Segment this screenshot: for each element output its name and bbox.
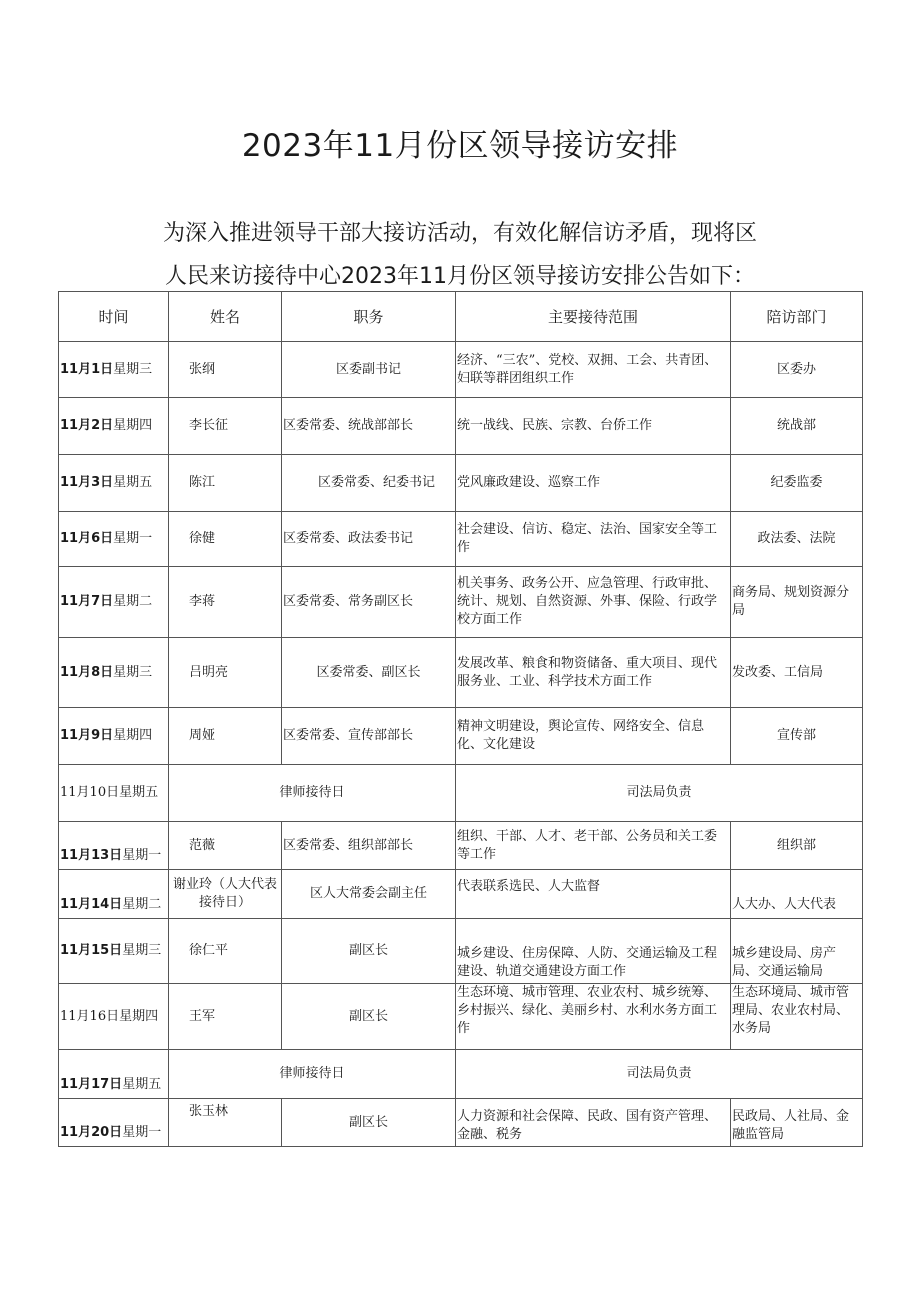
date-cell (59, 455, 169, 512)
weekday: 星期四 (113, 418, 153, 433)
weekday: 星期二 (113, 594, 153, 609)
weekday: 星期四 (113, 728, 153, 743)
position-cell: 区委常委、常务副区长 (282, 567, 456, 638)
date-cell (59, 342, 169, 398)
name-cell: 徐仁平 (169, 919, 282, 984)
date-num: 11月16日 (60, 1008, 120, 1024)
dept-cell: 宣传部 (731, 708, 863, 765)
dept-cell: 发改委、工信局 (731, 638, 863, 708)
scope-cell: 城乡建设、住房保障、人防、交通运输及工程建设、轨道交通建设方面工作 (456, 919, 731, 984)
name-cell: 谢业玲（人大代表接待日） (169, 870, 282, 919)
dept-cell: 人大办、人大代表 (731, 870, 863, 919)
scope-cell: 人力资源和社会保障、民政、国有资产管理、金融、税务 (456, 1099, 731, 1147)
weekday: 星期五 (122, 1077, 162, 1092)
position-cell: 区人大常委会副主任 (282, 870, 456, 919)
header-dept: 陪访部门 (731, 292, 863, 342)
date-num: 11月10日 (60, 785, 120, 800)
scope-cell: 发展改革、粮食和物资储备、重大项目、现代服务业、工业、科学技术方面工作 (456, 638, 731, 708)
date-num: 11月3日 (60, 475, 114, 490)
date-cell (59, 567, 169, 638)
date-cell (59, 398, 169, 455)
header-time: 时间 (59, 292, 169, 342)
scope-cell: 精神文明建设，舆论宣传、网络安全、信息化、文化建设 (456, 708, 731, 765)
position-cell: 区委常委、宣传部部长 (282, 708, 456, 765)
position-cell: 副区长 (282, 919, 456, 984)
date-cell (59, 1050, 169, 1099)
dept-cell: 政法委、法院 (731, 512, 863, 567)
table-row (59, 398, 863, 455)
name-cell: 张纲 (169, 342, 282, 398)
scope-cell: 党风廉政建设、巡察工作 (456, 455, 731, 512)
intro-line-2: 人民来访接待中心2023年11月份区领导接访安排公告如下： (165, 264, 755, 289)
dept-cell: 民政局、人社局、金融监管局 (731, 1099, 863, 1147)
date-cell (59, 512, 169, 567)
name-cell: 周娅 (169, 708, 282, 765)
date-cell (59, 638, 169, 708)
position-cell: 区委常委、政法委书记 (282, 512, 456, 567)
table-row (59, 708, 863, 765)
name-cell: 李蒋 (169, 567, 282, 638)
date-num: 11月20日 (60, 1125, 123, 1140)
name-cell: 陈江 (169, 455, 282, 512)
table-row (59, 870, 863, 919)
position-cell: 副区长 (282, 1099, 456, 1147)
name-cell: 李长征 (169, 398, 282, 455)
table-row (59, 512, 863, 567)
weekday: 星期五 (119, 785, 159, 800)
table-row (59, 1050, 863, 1099)
position-cell: 区委常委、组织部部长 (282, 822, 456, 870)
weekday: 星期二 (122, 897, 162, 912)
dept-cell: 区委办 (731, 342, 863, 398)
dept-cell: 城乡建设局、房产局、交通运输局 (731, 919, 863, 984)
date-num: 11月1日 (60, 361, 114, 377)
date-cell (59, 708, 169, 765)
table-row (59, 342, 863, 398)
table-row (59, 638, 863, 708)
name-cell: 徐健 (169, 512, 282, 567)
weekday: 星期五 (113, 475, 153, 490)
weekday: 星期一 (113, 531, 153, 546)
scope-cell: 组织、干部、人才、老干部、公务员和关工委等工作 (456, 822, 731, 870)
lawyer-day-cell: 律师接待日 (169, 765, 456, 822)
weekday: 星期一 (122, 848, 162, 863)
date-cell (59, 919, 169, 984)
scope-cell: 代表联系选民、人大监督 (456, 870, 731, 919)
date-num: 11月8日 (60, 664, 114, 680)
date-num: 11月14日 (60, 897, 123, 912)
weekday: 星期一 (122, 1125, 162, 1140)
dept-cell: 组织部 (731, 822, 863, 870)
name-cell: 范薇 (169, 822, 282, 870)
table-row (59, 765, 863, 822)
date-num: 11月9日 (60, 728, 114, 743)
dept-cell: 统战部 (731, 398, 863, 455)
justice-bureau-cell: 司法局负责 (456, 765, 863, 822)
dept-cell: 生态环境局、城市管理局、农业农村局、水务局 (731, 984, 863, 1050)
header-name: 姓名 (169, 292, 282, 342)
name-cell: 王军 (169, 984, 282, 1050)
date-num: 11月15日 (60, 943, 123, 958)
date-cell (59, 765, 169, 822)
header-position: 职务 (282, 292, 456, 342)
dept-cell: 商务局、规划资源分局 (731, 567, 863, 638)
scope-cell: 统一战线、民族、宗教、台侨工作 (456, 398, 731, 455)
weekday: 星期三 (113, 361, 153, 377)
date-num: 11月13日 (60, 848, 123, 863)
position-cell: 区委常委、统战部部长 (282, 398, 456, 455)
position-cell: 副区长 (282, 984, 456, 1050)
date-cell (59, 870, 169, 919)
table-row (59, 567, 863, 638)
date-cell (59, 984, 169, 1050)
name-cell: 吕明亮 (169, 638, 282, 708)
table-row (59, 455, 863, 512)
intro-line-1: 为深入推进领导干部大接访活动，有效化解信访矛盾，现将区 (162, 221, 757, 246)
position-cell: 区委常委、副区长 (282, 638, 456, 708)
table-row (59, 822, 863, 870)
date-num: 11月7日 (60, 594, 114, 609)
name-cell: 张玉林 (169, 1099, 282, 1147)
scope-cell: 机关事务、政务公开、应急管理、行政审批、统计、规划、自然资源、外事、保险、行政学校方面工作 (456, 567, 731, 638)
header-scope: 主要接待范围 (456, 292, 731, 342)
table-row (59, 919, 863, 984)
scope-cell: 生态环境、城市管理、农业农村、城乡统筹、乡村振兴、绿化、美丽乡村、水利水务方面工作 (456, 984, 731, 1050)
scope-cell: 社会建设、信访、稳定、法治、国家安全等工作 (456, 512, 731, 567)
weekday: 星期四 (119, 1008, 159, 1024)
date-cell (59, 1099, 169, 1147)
header-row (59, 292, 863, 342)
date-num: 11月2日 (60, 418, 114, 433)
weekday: 星期三 (122, 943, 162, 958)
justice-bureau-cell: 司法局负责 (456, 1050, 863, 1099)
weekday: 星期三 (113, 664, 153, 680)
lawyer-day-cell: 律师接待日 (169, 1050, 456, 1099)
schedule-table (58, 291, 863, 1147)
dept-cell: 纪委监委 (731, 455, 863, 512)
date-num: 11月6日 (60, 531, 114, 546)
page-title: 2023年11月份区领导接访安排 (241, 128, 679, 164)
date-cell (59, 822, 169, 870)
position-cell: 区委常委、纪委书记 (282, 455, 456, 512)
scope-cell: 经济、“三农”、党校、双拥、工会、共青团、妇联等群团组织工作 (456, 342, 731, 398)
date-num: 11月17日 (60, 1077, 123, 1092)
table-row (59, 1099, 863, 1147)
position-cell: 区委副书记 (282, 342, 456, 398)
table-row (59, 984, 863, 1050)
